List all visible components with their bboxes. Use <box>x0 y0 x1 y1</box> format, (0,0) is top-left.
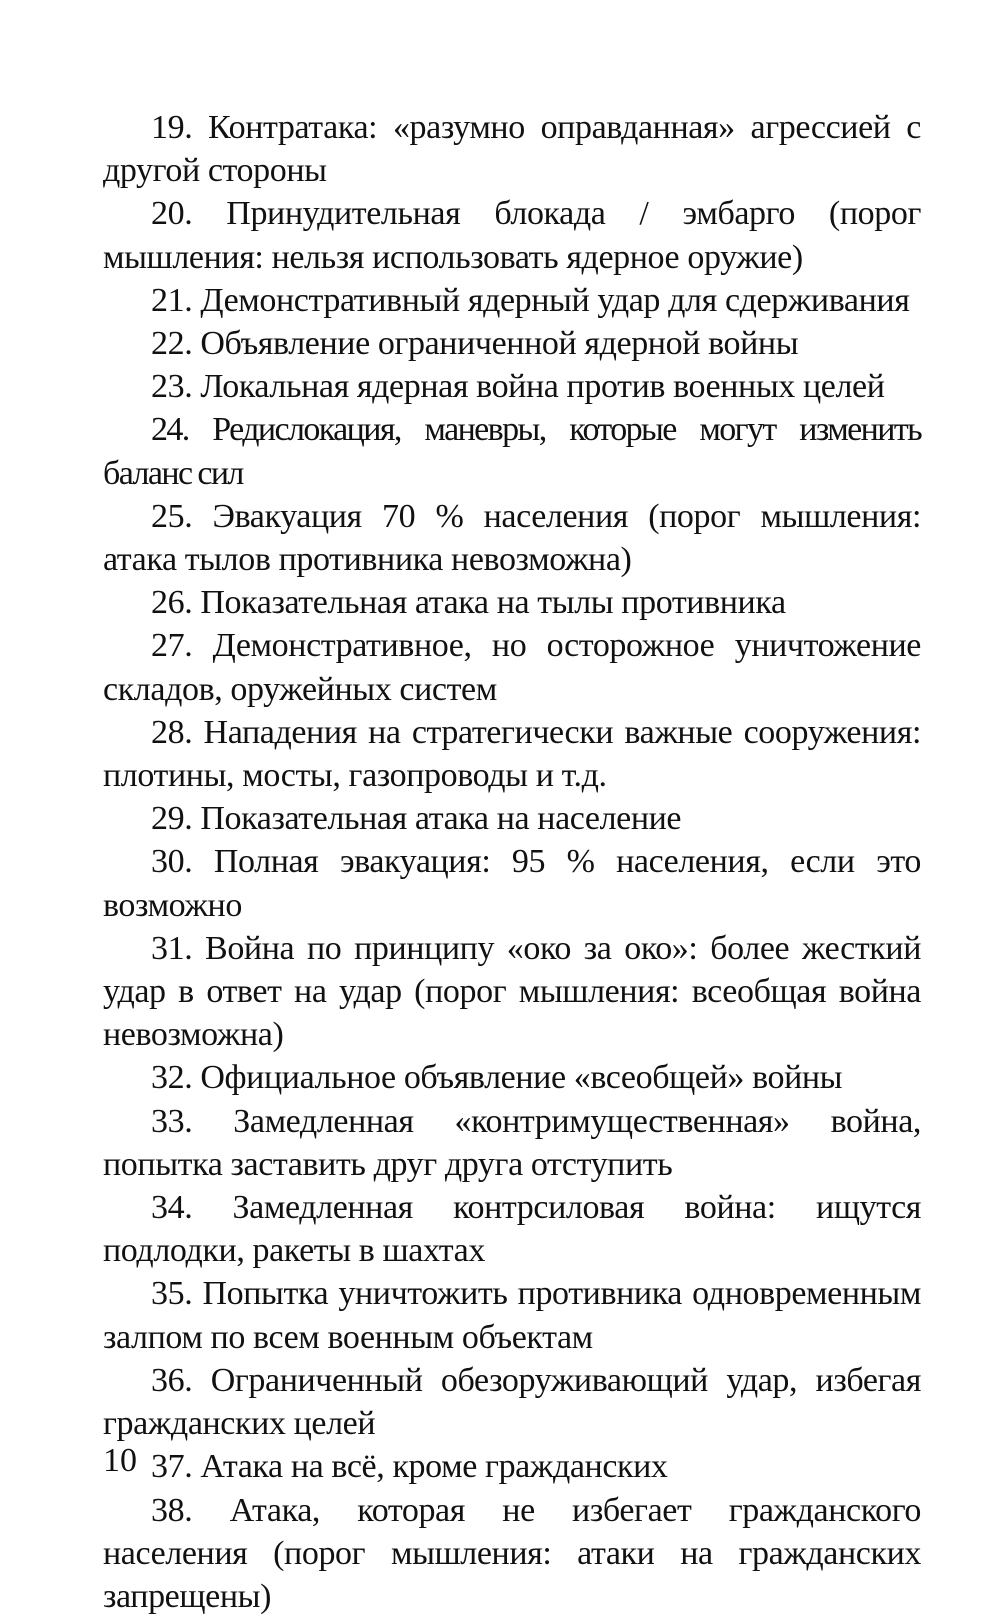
list-item: 28. Нападения на стратегически важные сооружения: плотины, мосты, газопроводы и т.д. <box>103 711 921 797</box>
list-item: 35. Попытка уничтожить противника одновременным залпом по всем военным объектам <box>103 1272 921 1358</box>
list-item: 33. Замедленная «контримущественная» война, попытка заставить друг друга отступить <box>103 1100 921 1186</box>
list-item: 23. Локальная ядерная война против военных целей <box>103 365 921 408</box>
list-item: 32. Официальное объявление «всеобщей» войны <box>103 1056 921 1099</box>
page-number: 10 <box>103 1441 137 1481</box>
list-item: 31. Война по принципу «око за око»: более жесткий удар в ответ на удар (порог мышления: всеобщая война невозможна) <box>103 927 921 1057</box>
list-item: 27. Демонстративное, но осторожное уничтожение складов, оружейных систем <box>103 624 921 710</box>
list-item: 30. Полная эвакуация: 95 % населения, если это возможно <box>103 840 921 926</box>
list-item: 37. Атака на всё, кроме гражданских <box>103 1445 921 1488</box>
list-item: 19. Контратака: «разумно оправданная» агрессией с другой стороны <box>103 106 921 192</box>
page-body <box>103 106 921 1618</box>
list-item: 21. Демонстративный ядерный удар для сдерживания <box>103 279 921 322</box>
list-item: 38. Атака, которая не избегает гражданского населения (порог мышления: атаки на гражданских запрещены) <box>103 1489 921 1618</box>
list-item: 20. Принудительная блокада / эмбарго (порог мышления: нельзя использовать ядерное оружие) <box>103 192 921 278</box>
list-item: 25. Эвакуация 70 % населения (порог мышления: атака тылов противника невозможна) <box>103 495 921 581</box>
list-item: 26. Показательная атака на тылы противника <box>103 581 921 624</box>
list-item: 29. Показательная атака на население <box>103 797 921 840</box>
list-item: 22. Объявление ограниченной ядерной войны <box>103 322 921 365</box>
list-item: 24. Редислокация, маневры, которые могут изменить баланс сил <box>103 408 921 494</box>
list-item: 34. Замедленная контрсиловая война: ищутся подлодки, ракеты в шахтах <box>103 1186 921 1272</box>
list-item: 36. Ограниченный обезоруживающий удар, избегая гражданских целей <box>103 1359 921 1445</box>
